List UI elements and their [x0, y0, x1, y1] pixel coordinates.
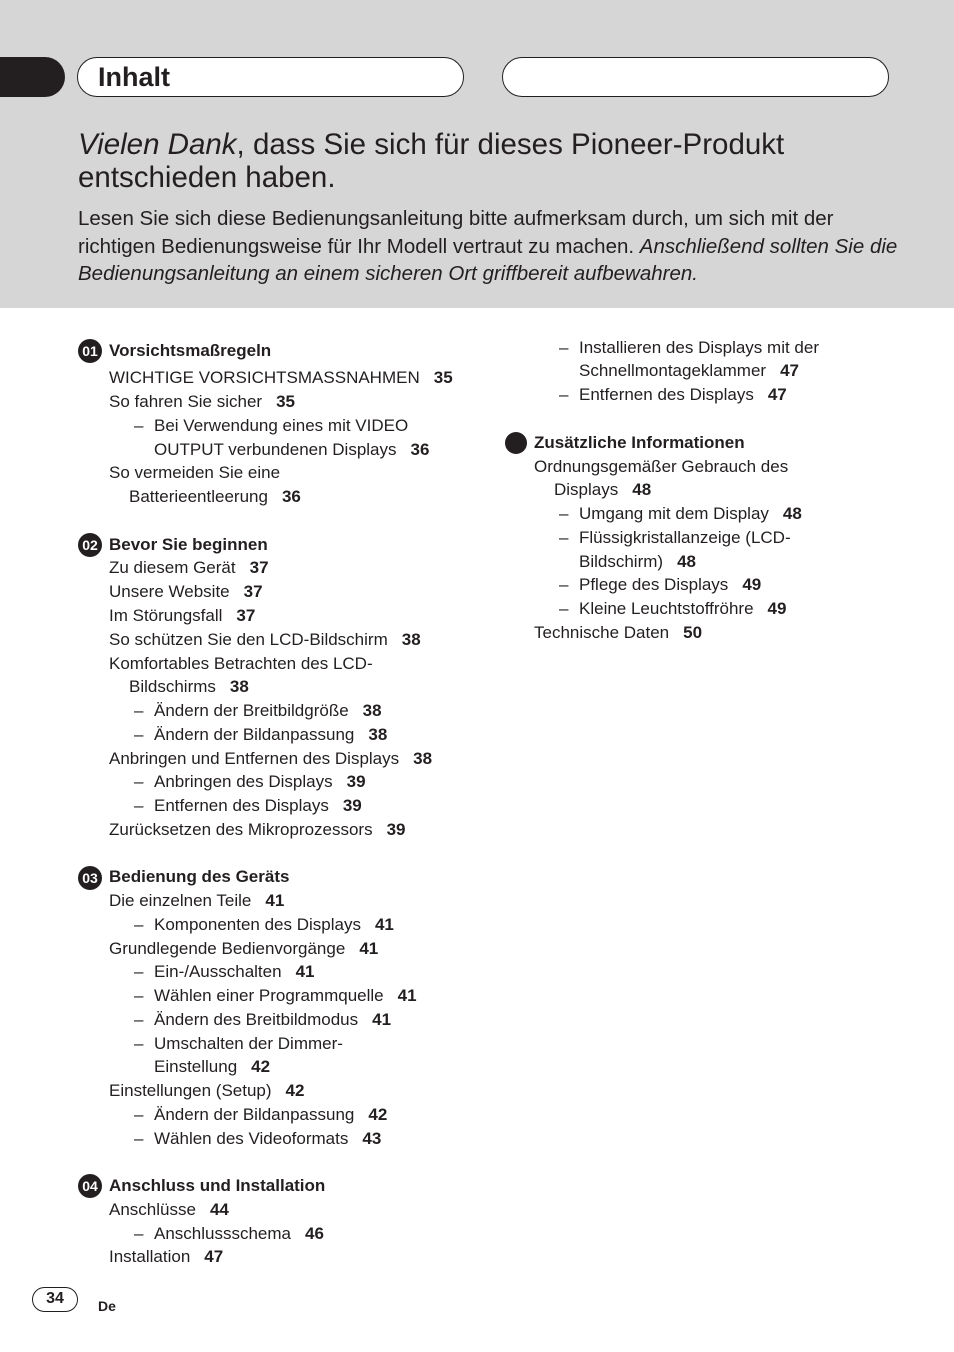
toc-subentry[interactable]: – Entfernen des Displays 47 [559, 385, 787, 404]
toc-entry[interactable]: Installation 47 [109, 1247, 224, 1266]
intro-text [78, 205, 898, 288]
chapter-tab [0, 57, 65, 97]
title-frame [77, 57, 464, 97]
toc-subentry[interactable]: – Pflege des Displays 49 [559, 575, 762, 594]
toc-entry[interactable]: Die einzelnen Teile 41 [109, 891, 285, 910]
toc-entry-continued[interactable]: Batterieentleerung 36 [129, 487, 301, 506]
toc-entry[interactable]: WICHTIGE VORSICHTSMASSNAHMEN 35 [109, 368, 453, 387]
toc-subentry[interactable]: – Ändern der Bildanpassung 42 [134, 1105, 388, 1124]
toc-subentry[interactable]: – Umgang mit dem Display 48 [559, 504, 802, 523]
toc-entry[interactable]: Ordnungsgemäßer Gebrauch des [534, 457, 789, 476]
intro-regular: Lesen Sie sich diese Bedienungsanleitung bitte aufmerksam durch, um sich mit der richtigen Bedienungsweise für Ihr Modell vertraut zu machen. [78, 207, 834, 258]
section-bullet [505, 432, 527, 454]
toc-subentry[interactable]: – Anbringen des Displays 39 [134, 772, 366, 791]
toc-section-title[interactable]: Anschluss und Installation [109, 1176, 326, 1195]
page-title: Inhalt [98, 62, 170, 92]
language-code: De [98, 1298, 116, 1314]
toc-subentry[interactable]: – Entfernen des Displays 39 [134, 796, 362, 815]
intro-italic: Anschließend sollten Sie die Bedienungsanleitung an einem sicheren Ort griffbereit aufbewahren. [78, 234, 898, 285]
toc-entry[interactable]: So fahren Sie sicher 35 [109, 392, 296, 411]
toc-subentry[interactable]: – Umschalten der Dimmer- [134, 1034, 343, 1053]
toc-entry[interactable]: So schützen Sie den LCD-Bildschirm 38 [109, 630, 421, 649]
toc-entry-continued[interactable]: Bildschirms 38 [129, 677, 249, 696]
toc-entry[interactable]: Komfortables Betrachten des LCD- [109, 654, 373, 673]
toc-subentry[interactable]: – Ändern des Breitbildmodus 41 [134, 1010, 392, 1029]
toc-entry[interactable]: So vermeiden Sie eine [109, 463, 281, 482]
toc-section-title[interactable]: Bedienung des Geräts [109, 867, 290, 886]
toc-section-title[interactable]: Zusätzliche Informationen [534, 433, 745, 452]
headline-rest: , dass Sie sich für dieses Pioneer-Produkt entschieden haben. [78, 128, 785, 194]
section-badge: 01 [78, 339, 102, 363]
toc-entry[interactable]: Anbringen und Entfernen des Displays 38 [109, 749, 433, 768]
headline [78, 128, 908, 194]
toc-subentry[interactable]: – Kleine Leuchtstoffröhre 49 [559, 599, 787, 618]
toc-subentry[interactable]: – Flüssigkristallanzeige (LCD- [559, 528, 791, 547]
toc-subentry[interactable]: – Installieren des Displays mit der [559, 338, 819, 357]
toc-entry[interactable]: Grundlegende Bedienvorgänge 41 [109, 939, 379, 958]
section-badge: 03 [78, 866, 102, 890]
toc-entry-continued[interactable]: Displays 48 [554, 480, 652, 499]
toc-section-title[interactable]: Bevor Sie beginnen [109, 535, 268, 554]
toc-subentry[interactable]: – Ändern der Bildanpassung 38 [134, 725, 388, 744]
section-badge: 04 [78, 1174, 102, 1198]
toc-subentry[interactable]: – Anschlussschema 46 [134, 1224, 324, 1243]
toc-entry[interactable]: Einstellungen (Setup) 42 [109, 1081, 305, 1100]
toc-subentry-continued[interactable]: Bildschirm) 48 [579, 552, 696, 571]
toc-entry[interactable]: Anschlüsse 44 [109, 1200, 229, 1219]
toc-subentry-continued[interactable]: Schnellmontageklammer 47 [579, 361, 800, 380]
page-number: 34 [32, 1287, 78, 1312]
toc-subentry[interactable]: – Bei Verwendung eines mit VIDEO [134, 416, 409, 435]
empty-frame [502, 57, 889, 97]
toc-section-title[interactable]: Vorsichtsmaßregeln [109, 341, 272, 360]
toc-entry[interactable]: Zu diesem Gerät 37 [109, 558, 269, 577]
toc-entry[interactable]: Unsere Website 37 [109, 582, 263, 601]
toc-subentry[interactable]: – Komponenten des Displays 41 [134, 915, 394, 934]
headline-italic: Vielen Dank [78, 128, 237, 161]
section-badge: 02 [78, 533, 102, 557]
toc-entry[interactable]: Technische Daten 50 [534, 623, 703, 642]
toc-subentry-continued[interactable]: Einstellung 42 [154, 1057, 271, 1076]
toc-subentry[interactable]: – Wählen einer Programmquelle 41 [134, 986, 417, 1005]
toc-subentry[interactable]: – Ändern der Breitbildgröße 38 [134, 701, 382, 720]
header-band [0, 0, 954, 308]
toc-subentry[interactable]: – Ein-/Ausschalten 41 [134, 962, 315, 981]
toc-entry[interactable]: Zurücksetzen des Mikroprozessors 39 [109, 820, 406, 839]
toc-subentry-continued[interactable]: OUTPUT verbundenen Displays 36 [154, 440, 430, 459]
toc-entry[interactable]: Im Störungsfall 37 [109, 606, 256, 625]
toc-subentry[interactable]: – Wählen des Videoformats 43 [134, 1129, 382, 1148]
